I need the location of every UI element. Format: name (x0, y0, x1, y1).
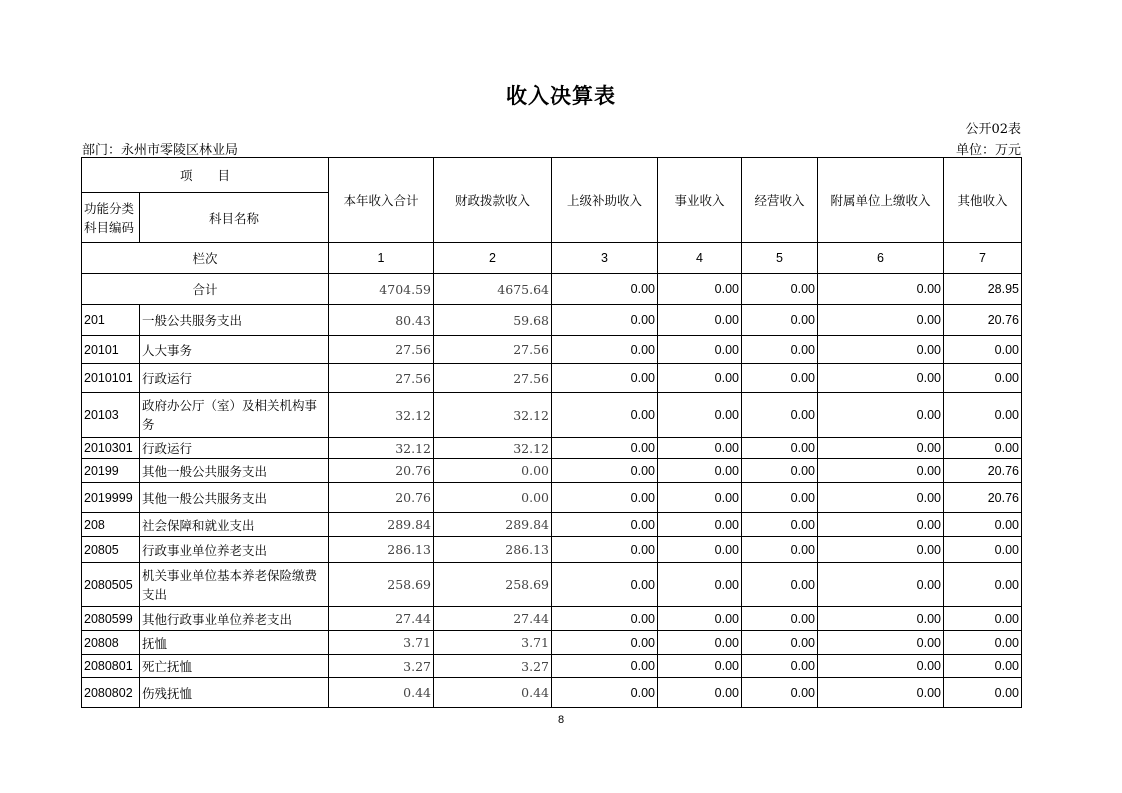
row-code: 201 (82, 305, 140, 336)
table-cell: 0.00 (742, 607, 818, 631)
table-cell: 289.84 (329, 513, 434, 537)
table-cell: 0.44 (434, 678, 552, 708)
table-cell: 0.00 (552, 438, 658, 459)
table-cell: 0.00 (944, 336, 1022, 364)
table-cell: 286.13 (329, 537, 434, 563)
table-cell: 0.00 (658, 274, 742, 305)
table-cell: 0.00 (434, 483, 552, 513)
col-header-3: 上级补助收入 (552, 158, 658, 243)
report-title: 收入决算表 (506, 83, 616, 108)
table-cell: 80.43 (329, 305, 434, 336)
table-cell: 27.56 (329, 336, 434, 364)
table-cell: 0.00 (818, 563, 944, 607)
table-row (82, 678, 1022, 708)
table-cell: 0.00 (552, 364, 658, 393)
table-cell: 0.00 (658, 607, 742, 631)
table-cell: 0.00 (944, 607, 1022, 631)
table-row (82, 364, 1022, 393)
header-item: 项 目 (82, 158, 329, 193)
table-cell: 0.00 (552, 274, 658, 305)
form-number: 公开02表 (965, 122, 1021, 137)
table-cell: 0.00 (552, 336, 658, 364)
table-row (82, 336, 1022, 364)
table-cell: 0.00 (944, 655, 1022, 678)
table-cell: 0.00 (658, 438, 742, 459)
row-name: 其他一般公共服务支出 (140, 459, 329, 483)
table-cell: 3.27 (329, 655, 434, 678)
unit-label: 单位：万元 (955, 143, 1021, 158)
table-cell: 0.00 (552, 483, 658, 513)
table-cell: 0.44 (329, 678, 434, 708)
page-number: 8 (557, 714, 565, 726)
table-cell: 59.68 (434, 305, 552, 336)
total-label: 合计 (82, 274, 329, 305)
table-cell: 0.00 (818, 607, 944, 631)
table-cell: 0.00 (818, 393, 944, 438)
row-code: 20101 (82, 336, 140, 364)
col-number-5: 5 (742, 243, 818, 274)
table-row (82, 438, 1022, 459)
row-name: 死亡抚恤 (140, 655, 329, 678)
table-cell: 258.69 (434, 563, 552, 607)
col-header-5: 经营收入 (742, 158, 818, 243)
table-cell: 0.00 (944, 563, 1022, 607)
table-cell: 0.00 (742, 336, 818, 364)
table-cell: 0.00 (552, 537, 658, 563)
table-cell: 0.00 (818, 631, 944, 655)
table-cell: 0.00 (552, 678, 658, 708)
table-row (82, 393, 1022, 438)
row-name: 伤残抚恤 (140, 678, 329, 708)
table-cell: 0.00 (944, 537, 1022, 563)
row-name: 其他行政事业单位养老支出 (140, 607, 329, 631)
table-cell: 0.00 (818, 513, 944, 537)
col-header-4: 事业收入 (658, 158, 742, 243)
row-code: 2080599 (82, 607, 140, 631)
table-row (82, 563, 1022, 607)
table-cell: 0.00 (658, 513, 742, 537)
table-cell: 27.44 (434, 607, 552, 631)
table-row (82, 537, 1022, 563)
row-name: 一般公共服务支出 (140, 305, 329, 336)
row-code: 20199 (82, 459, 140, 483)
table-cell: 0.00 (944, 364, 1022, 393)
table-cell: 0.00 (944, 631, 1022, 655)
table-row (82, 305, 1022, 336)
table-cell: 286.13 (434, 537, 552, 563)
table-cell: 0.00 (658, 305, 742, 336)
table-cell: 0.00 (818, 305, 944, 336)
table-cell: 0.00 (552, 563, 658, 607)
row-no-label: 栏次 (82, 243, 329, 274)
table-row (82, 459, 1022, 483)
row-code: 2080801 (82, 655, 140, 678)
table-cell: 0.00 (658, 393, 742, 438)
col-number-4: 4 (658, 243, 742, 274)
table-cell: 0.00 (658, 563, 742, 607)
table-cell: 0.00 (658, 631, 742, 655)
row-code: 20808 (82, 631, 140, 655)
table-cell: 20.76 (944, 459, 1022, 483)
table-row (82, 513, 1022, 537)
row-name: 政府办公厅（室）及相关机构事务 (140, 393, 329, 438)
col-number-7: 7 (944, 243, 1022, 274)
col-number-6: 6 (818, 243, 944, 274)
table-cell: 0.00 (658, 678, 742, 708)
col-header-7: 其他收入 (944, 158, 1022, 243)
table-cell: 0.00 (818, 655, 944, 678)
table-cell: 28.95 (944, 274, 1022, 305)
table-cell: 0.00 (658, 655, 742, 678)
table-cell: 0.00 (658, 483, 742, 513)
table-row (82, 607, 1022, 631)
table-cell: 0.00 (818, 459, 944, 483)
table-cell: 0.00 (658, 537, 742, 563)
table-cell: 0.00 (552, 305, 658, 336)
table-cell: 27.56 (329, 364, 434, 393)
table-cell: 0.00 (552, 459, 658, 483)
table-cell: 0.00 (658, 336, 742, 364)
row-name: 机关事业单位基本养老保险缴费支出 (140, 563, 329, 607)
row-name: 其他一般公共服务支出 (140, 483, 329, 513)
table-cell: 0.00 (742, 563, 818, 607)
row-name: 社会保障和就业支出 (140, 513, 329, 537)
table-cell: 0.00 (742, 631, 818, 655)
table-cell: 289.84 (434, 513, 552, 537)
row-name: 人大事务 (140, 336, 329, 364)
table-cell: 0.00 (742, 678, 818, 708)
row-code: 20103 (82, 393, 140, 438)
table-cell: 0.00 (742, 305, 818, 336)
table-cell: 0.00 (742, 274, 818, 305)
table-row (82, 631, 1022, 655)
table-cell: 0.00 (944, 678, 1022, 708)
table-cell: 0.00 (944, 393, 1022, 438)
table-cell: 27.56 (434, 364, 552, 393)
table-cell: 0.00 (818, 438, 944, 459)
table-cell: 27.44 (329, 607, 434, 631)
table-cell: 0.00 (742, 364, 818, 393)
table-cell: 3.71 (329, 631, 434, 655)
row-code: 208 (82, 513, 140, 537)
department-label: 部门：永州市零陵区林业局 (82, 143, 239, 158)
table-cell: 0.00 (818, 483, 944, 513)
table-cell: 0.00 (552, 631, 658, 655)
row-code: 20805 (82, 537, 140, 563)
income-final-accounts-table (81, 157, 1022, 708)
table-row (82, 483, 1022, 513)
table-cell: 0.00 (552, 393, 658, 438)
row-name: 行政运行 (140, 438, 329, 459)
table-cell: 3.27 (434, 655, 552, 678)
table-cell: 0.00 (658, 364, 742, 393)
row-name: 行政事业单位养老支出 (140, 537, 329, 563)
row-name: 行政运行 (140, 364, 329, 393)
table-cell: 4704.59 (329, 274, 434, 305)
table-cell: 32.12 (434, 393, 552, 438)
table-cell: 0.00 (818, 274, 944, 305)
table-cell: 0.00 (742, 438, 818, 459)
table-cell: 0.00 (742, 459, 818, 483)
table-cell: 0.00 (944, 438, 1022, 459)
row-name: 抚恤 (140, 631, 329, 655)
col-header-6: 附属单位上缴收入 (818, 158, 944, 243)
table-cell: 0.00 (818, 336, 944, 364)
col-number-2: 2 (434, 243, 552, 274)
header-func-code: 功能分类科目编码 (82, 193, 140, 243)
table-cell: 3.71 (434, 631, 552, 655)
table-cell: 20.76 (329, 483, 434, 513)
table-cell: 0.00 (742, 537, 818, 563)
col-header-1: 本年收入合计 (329, 158, 434, 243)
col-number-1: 1 (329, 243, 434, 274)
col-header-2: 财政拨款收入 (434, 158, 552, 243)
table-cell: 20.76 (329, 459, 434, 483)
table-cell: 0.00 (434, 459, 552, 483)
table-cell: 0.00 (552, 513, 658, 537)
table-cell: 0.00 (818, 678, 944, 708)
table-cell: 0.00 (818, 537, 944, 563)
row-code: 2080802 (82, 678, 140, 708)
table-cell: 0.00 (552, 655, 658, 678)
table-cell: 0.00 (742, 513, 818, 537)
col-number-3: 3 (552, 243, 658, 274)
table-cell: 32.12 (434, 438, 552, 459)
table-cell: 32.12 (329, 438, 434, 459)
table-cell: 0.00 (742, 483, 818, 513)
row-code: 2019999 (82, 483, 140, 513)
total-row (82, 274, 1022, 305)
table-row (82, 655, 1022, 678)
table-cell: 20.76 (944, 483, 1022, 513)
table-cell: 32.12 (329, 393, 434, 438)
row-code: 2010301 (82, 438, 140, 459)
row-code: 2010101 (82, 364, 140, 393)
table-cell: 0.00 (552, 607, 658, 631)
table-cell: 0.00 (818, 364, 944, 393)
table-cell: 0.00 (658, 459, 742, 483)
table-cell: 0.00 (944, 513, 1022, 537)
header-subject-name: 科目名称 (140, 193, 329, 243)
table-cell: 258.69 (329, 563, 434, 607)
table-cell: 27.56 (434, 336, 552, 364)
table-cell: 0.00 (742, 393, 818, 438)
table-cell: 4675.64 (434, 274, 552, 305)
table-cell: 0.00 (742, 655, 818, 678)
row-code: 2080505 (82, 563, 140, 607)
table-cell: 20.76 (944, 305, 1022, 336)
